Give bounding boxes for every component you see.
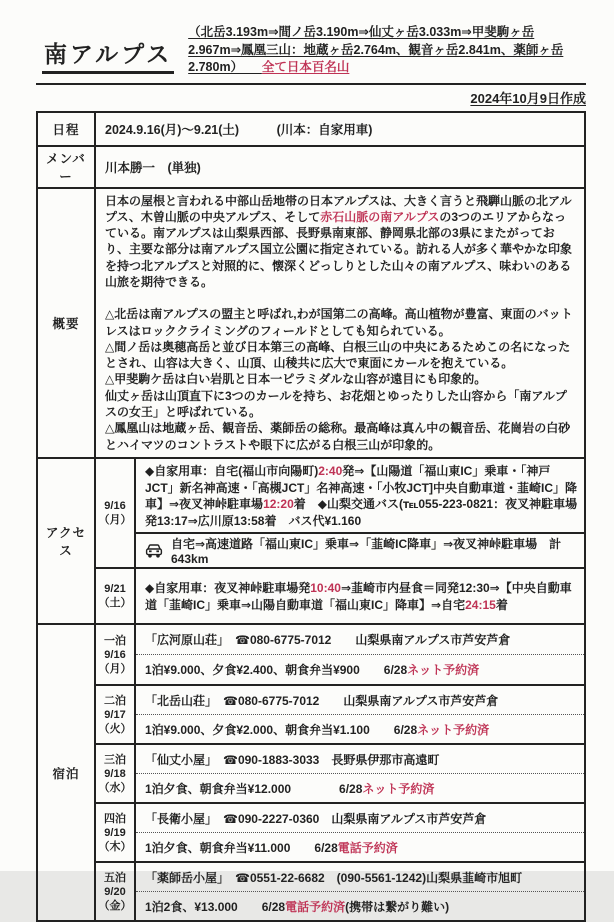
schedule-value: 2024.9.16(月)～9.21(土) (川本：自家用車): [96, 113, 584, 145]
lodge-date-num: 9/19: [104, 826, 125, 840]
route-seg: 着 ◆山梨交通バス(℡055-223-0821：夜叉神駐車場発13:17⇒広川原13:58着 バス代¥1.160: [145, 497, 577, 528]
lodge-stay: 三泊: [104, 753, 126, 767]
lodge-price-text: 1泊¥9.000、夕食¥2.400、朝食弁当¥900 6/28: [145, 661, 407, 678]
access-date-bottom: （月）: [99, 513, 132, 527]
lodge-date: [96, 804, 136, 861]
lodge-date: [96, 625, 136, 684]
lodge-date-num: 9/16: [104, 648, 125, 662]
access-label: アクセス: [38, 459, 96, 623]
overview-row: [38, 187, 584, 457]
lodge-day: （火）: [99, 722, 132, 736]
reservation-status: ネット予約済: [362, 780, 434, 797]
overview-p1-red: 赤石山脈の南アルプス: [320, 210, 439, 224]
member-value: 川本勝一 (単独): [96, 147, 584, 187]
overview-label: 概要: [38, 189, 96, 457]
lodge-date: [96, 863, 136, 920]
lodge-detail: [136, 625, 584, 684]
schedule-row: [38, 113, 584, 145]
route-seg: 発⇒【山陽道「福山東IC」乗車・「神戸JCT」新名神高速・「高槻JCT」名神高速・「小牧JCT]中央自動車道・韮崎IC」降車】⇒夜叉神峠駐車場: [145, 464, 577, 511]
access-outbound: [96, 459, 584, 567]
lodge-entry: [96, 625, 584, 684]
lodge-name: 「薬師岳小屋」 ☎0551-22-6682 (090-5561-1242)山梨県韮崎市旭町: [136, 863, 584, 891]
summit-list: [188, 24, 586, 77]
access-route: [136, 459, 584, 532]
access-route: [136, 569, 584, 623]
lodge-stay: 二泊: [104, 694, 126, 708]
lodge-price: [136, 891, 584, 920]
route-time: 2:40: [318, 464, 342, 478]
overview-p1-b: の3つのエリアからなっている。南アルプスは山梨県西部、長野県南東部、静岡県北部の3県にまたがっており、主要な部分は南アルプス国立公園に指定されている。訪れる人が多く華やかな印象を持つ北アルプスと対照的に、懐深くどっしりとした山々の南アルプス、味わいのある山旅を期待できる。: [105, 210, 572, 289]
reservation-status: ネット予約済: [407, 661, 479, 678]
route-time: 24:15: [465, 598, 496, 612]
reservation-status: ネット予約済: [417, 721, 489, 738]
access-body: [96, 459, 584, 623]
access-date-top: 9/16: [104, 499, 125, 513]
route-seg: ◆自家用車：夜叉神峠駐車場発: [145, 581, 310, 595]
lodge-day: （水）: [99, 781, 132, 795]
lodge-price: [136, 832, 584, 861]
lodge-name: 「仙丈小屋」 ☎090-1883-3033 長野県伊那市高遠町: [136, 745, 584, 773]
lodge-stay: 五泊: [104, 871, 126, 885]
access-summary: [136, 532, 584, 567]
reservation-status: 電話予約済: [338, 839, 398, 856]
created-date-text: 2024年10月9日作成: [470, 91, 586, 106]
lodge-price-text: 1泊夕食、朝食弁当¥11.000 6/28: [145, 839, 338, 856]
schedule-label: 日程: [38, 113, 96, 145]
route-seg: ◆自家用車：自宅(福山市向陽町): [145, 464, 318, 478]
reservation-status: 電話予約済: [285, 898, 345, 915]
access-return: [96, 567, 584, 623]
member-label: メンバー: [38, 147, 96, 187]
overview-text: [96, 189, 584, 457]
lodge-detail: [136, 863, 584, 920]
route-seg: ⇒韮崎市内昼食＝同発12:30⇒【中央自動車道「韮崎IC」乗車⇒山陽自動車道「福山東IC」降車】⇒自宅: [145, 581, 572, 612]
lodge-detail: [136, 804, 584, 861]
member-row: [38, 145, 584, 187]
route-time: 10:40: [310, 581, 341, 595]
lodge-day: （金）: [99, 899, 132, 913]
lodge-day: （月）: [99, 662, 132, 676]
header-divider: [36, 83, 586, 85]
itinerary-table: [36, 111, 586, 922]
lodge-name: 「長衛小屋」 ☎090-2227-0360 山梨県南アルプス市芦安芦倉: [136, 804, 584, 832]
overview-paragraph: △間ノ岳は奥穂高岳と並び日本第三の高峰、白根三山の中央にあるためこの名になったとされ、山容は大きく、山頂、山稜共に広大で東面にカールを抱えている。: [105, 339, 578, 372]
access-date: [96, 459, 136, 567]
document-header: [36, 24, 586, 77]
access-date-bottom: （土）: [99, 596, 132, 610]
lodge-detail: [136, 686, 584, 743]
page-title: 南アルプス: [42, 36, 174, 74]
overview-p1-a: 日本の屋根と言われる中部山岳地帯の日本アルプスは、大きく言うと飛騨山脈の北アルプス、木曽山脈の中央アルプス、そして: [105, 194, 572, 224]
lodge-name: 「広河原山荘」 ☎080-6775-7012 山梨県南アルプス市芦安芦倉: [136, 625, 584, 654]
lodge-price: [136, 773, 584, 802]
lodge-price-note: (携帯は繋がり難い): [345, 898, 449, 915]
lodge-date: [96, 745, 136, 802]
car-icon: [145, 544, 164, 558]
overview-paragraph: 仙丈ヶ岳は山頂直下に3つのカールを持ち、お花畑とゆったりした山容から「南アルプスの女王」と呼ばれている。: [105, 388, 578, 421]
lodge-price-text: 1泊2食、¥13.000 6/28: [145, 898, 285, 915]
created-date: [36, 88, 586, 107]
lodge-date-num: 9/18: [104, 767, 125, 781]
overview-paragraph: △北岳は南アルプスの盟主と呼ばれ,わが国第二の高峰。高山植物が豊富、東面のバットレスはロッククライミングのフィールドとしても知られている。: [105, 306, 578, 339]
access-date-top: 9/21: [104, 582, 125, 596]
overview-paragraph: △甲斐駒ケ岳は白い岩肌と日本一ピラミダルな山容が遠目にも印象的。: [105, 371, 578, 387]
lodge-entry: [96, 861, 584, 920]
access-row: [38, 457, 584, 623]
lodge-detail: [136, 745, 584, 802]
lodging-row: [38, 623, 584, 920]
lodge-date-num: 9/17: [104, 708, 125, 722]
route-seg: 着: [496, 598, 508, 612]
lodge-day: （木）: [99, 840, 132, 854]
overview-paragraph: [105, 193, 578, 291]
route-time: 12:20: [263, 497, 294, 511]
lodging-body: [96, 625, 584, 920]
lodge-entry: [96, 743, 584, 802]
lodge-price: [136, 654, 584, 684]
access-summary-text: 自宅⇒高速道路「福山東IC」乗車⇒「韮崎IC降車」⇒夜叉神峠駐車場 計643km: [171, 535, 578, 566]
hyakumeizan-note: 全て日本百名山: [262, 60, 350, 74]
lodge-entry: [96, 802, 584, 861]
lodge-price: [136, 714, 584, 743]
access-outbound-right: [136, 459, 584, 567]
lodge-date-num: 9/20: [104, 885, 125, 899]
lodge-stay: 一泊: [104, 634, 126, 648]
summit-list-text: （北岳3.193m⇒間ノ岳3.190m⇒仙丈ヶ岳3.033m⇒甲斐駒ヶ岳2.967m⇒鳳凰三山：地蔵ヶ岳2.764m、観音ヶ岳2.841m、薬師ヶ岳2.780m）: [188, 25, 563, 74]
lodge-stay: 四泊: [104, 812, 126, 826]
lodge-date: [96, 686, 136, 743]
lodge-name: 「北岳山荘」 ☎080-6775-7012 山梨県南アルプス市芦安芦倉: [136, 686, 584, 714]
lodge-price-text: 1泊¥9.000、夕食¥2.000、朝食弁当¥1.100 6/28: [145, 721, 417, 738]
lodging-label: 宿泊: [38, 625, 96, 920]
access-date: [96, 569, 136, 623]
lodge-entry: [96, 684, 584, 743]
lodge-price-text: 1泊夕食、朝食弁当¥12.000 6/28: [145, 780, 362, 797]
overview-paragraph: △鳳凰山は地蔵ヶ岳、観音岳、薬師岳の総称。最高峰は真ん中の観音岳、花崗岩の白砂とハイマツのコントラストや眼下に広がる白根三山が印象的。: [105, 420, 578, 453]
